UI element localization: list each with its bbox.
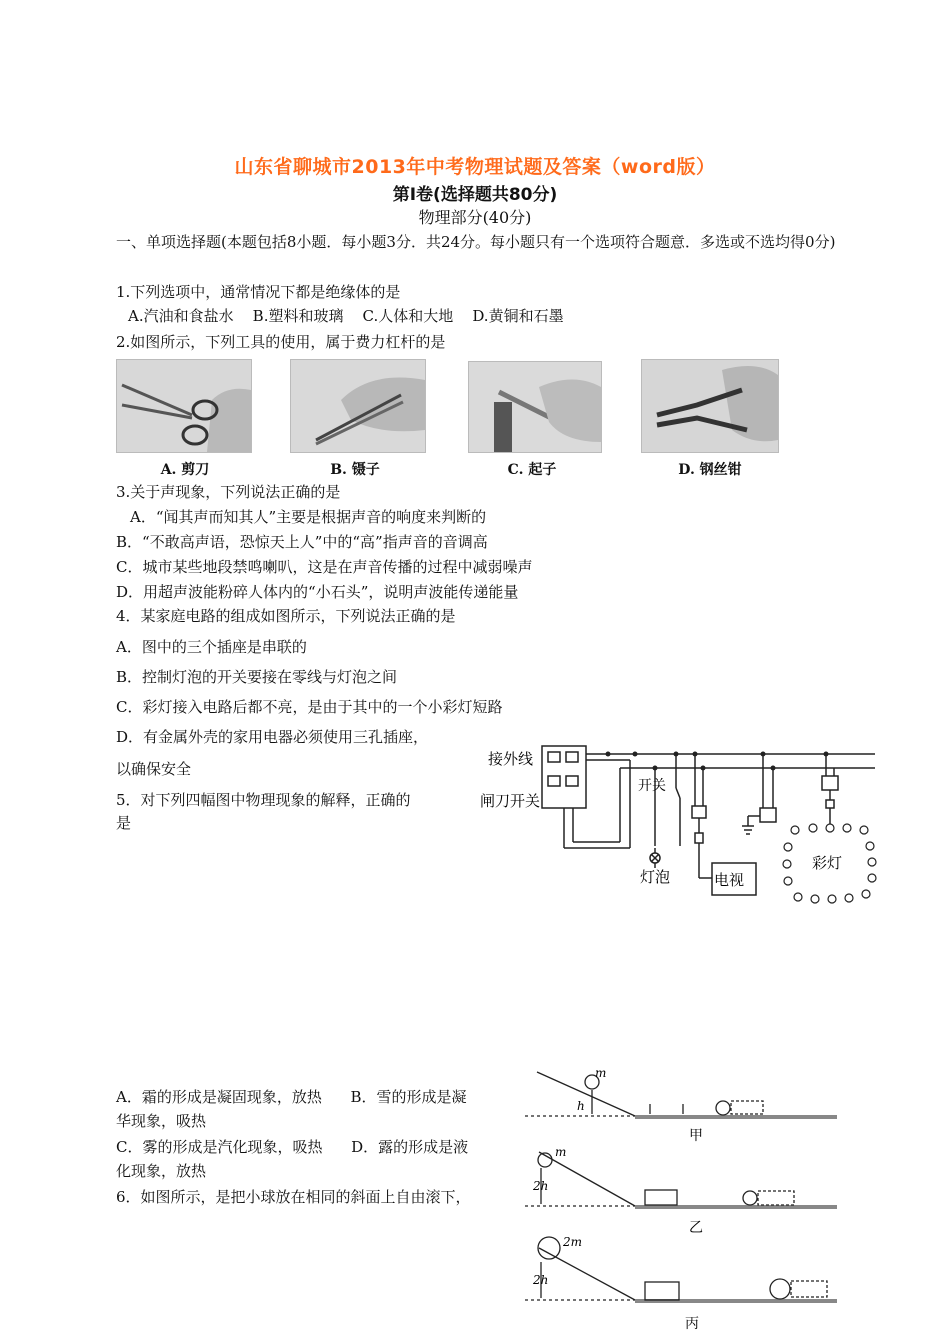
label-switch: 开关	[638, 778, 666, 794]
caption-opener: C. 起子	[507, 462, 557, 478]
q5-options-ab-cont: 华现象，吸热	[116, 1112, 207, 1130]
q4-option-d-cont: 以确保安全	[116, 760, 192, 778]
bing-mass: 2m	[563, 1235, 583, 1249]
caption-pliers: D. 钢丝钳	[678, 462, 742, 478]
doc-title: 山东省聊城市2013年中考物理试题及答案（word版）	[234, 156, 716, 178]
q1-options: A.汽油和食盐水 B.塑料和玻璃 C.人体和大地 D.黄铜和石墨	[128, 307, 564, 325]
q5-options-cd: C．雾的形成是汽化现象，吸热 D．露的形成是液	[116, 1138, 469, 1156]
q6-stem: 6．如图所示，是把小球放在相同的斜面上自由滚下，	[116, 1188, 471, 1206]
incline-diagram	[525, 1068, 840, 1336]
q3-option-b: B．“不敢高声语，恐惊天上人”中的“高”指声音的音调高	[116, 533, 488, 551]
q1-stem: 1.下列选项中，通常情况下都是绝缘体的是	[116, 283, 401, 301]
yi-mass: m	[555, 1145, 567, 1159]
instructions: 一、单项选择题(本题包括8小题．每小题3分．共24分。每小题只有一个选项符合题意．多选或不选均得0分)	[116, 233, 836, 251]
label-lights: 彩灯	[812, 854, 843, 872]
q3-option-c: C．城市某些地段禁鸣喇叭，这是在声音传播的过程中减弱噪声	[116, 558, 533, 576]
q5-stem: 5．对下列四幅图中物理现象的解释，正确的	[116, 791, 411, 809]
photo-pliers	[641, 359, 779, 453]
q3-stem: 3.关于声现象，下列说法正确的是	[116, 483, 341, 501]
photo-tweezers	[290, 359, 426, 453]
label-outer-line: 接外线	[488, 750, 534, 768]
q3-option-d: D．用超声波能粉碎人体内的“小石头”，说明声波能传递能量	[116, 583, 519, 601]
photo-scissors	[116, 359, 252, 453]
q3-option-a: A．“闻其声而知其人”主要是根据声音的响度来判断的	[130, 508, 487, 526]
caption-scissors: A. 剪刀	[160, 462, 210, 478]
q2-stem: 2.如图所示，下列工具的使用，属于费力杠杆的是	[116, 333, 446, 351]
jia-height: h	[577, 1099, 585, 1113]
label-tv: 电视	[714, 871, 745, 889]
caption-tweezers: B. 镊子	[330, 462, 380, 478]
q4-option-c: C．彩灯接入电路后都不亮，是由于其中的一个小彩灯短路	[116, 698, 503, 716]
bing-height: 2h	[533, 1273, 549, 1287]
q5-options-ab: A．霜的形成是凝固现象，放热 B．雪的形成是凝	[116, 1088, 467, 1106]
label-knife-switch: 闸刀开关	[480, 792, 541, 810]
label-bulb: 灯泡	[640, 868, 671, 886]
yi-height: 2h	[533, 1179, 549, 1193]
jia-label: 甲	[689, 1128, 703, 1144]
bing-label: 丙	[685, 1316, 699, 1332]
jia-mass: m	[595, 1068, 607, 1080]
q5-stem-cont: 是	[116, 814, 132, 832]
circuit-diagram	[480, 738, 880, 908]
q4-option-a: A．图中的三个插座是串联的	[116, 638, 307, 656]
q4-option-d: D．有金属外壳的家用电器必须使用三孔插座，	[116, 728, 429, 746]
yi-label: 乙	[689, 1220, 703, 1236]
q5-options-cd-cont: 化现象，放热	[116, 1162, 207, 1180]
part-heading: 第Ⅰ卷(选择题共80分)	[392, 185, 558, 205]
q4-option-b: B．控制灯泡的开关要接在零线与灯泡之间	[116, 668, 398, 686]
section-heading: 物理部分(40分)	[418, 208, 532, 227]
photo-opener	[468, 361, 602, 453]
q4-stem: 4．某家庭电路的组成如图所示，下列说法正确的是	[116, 607, 456, 625]
